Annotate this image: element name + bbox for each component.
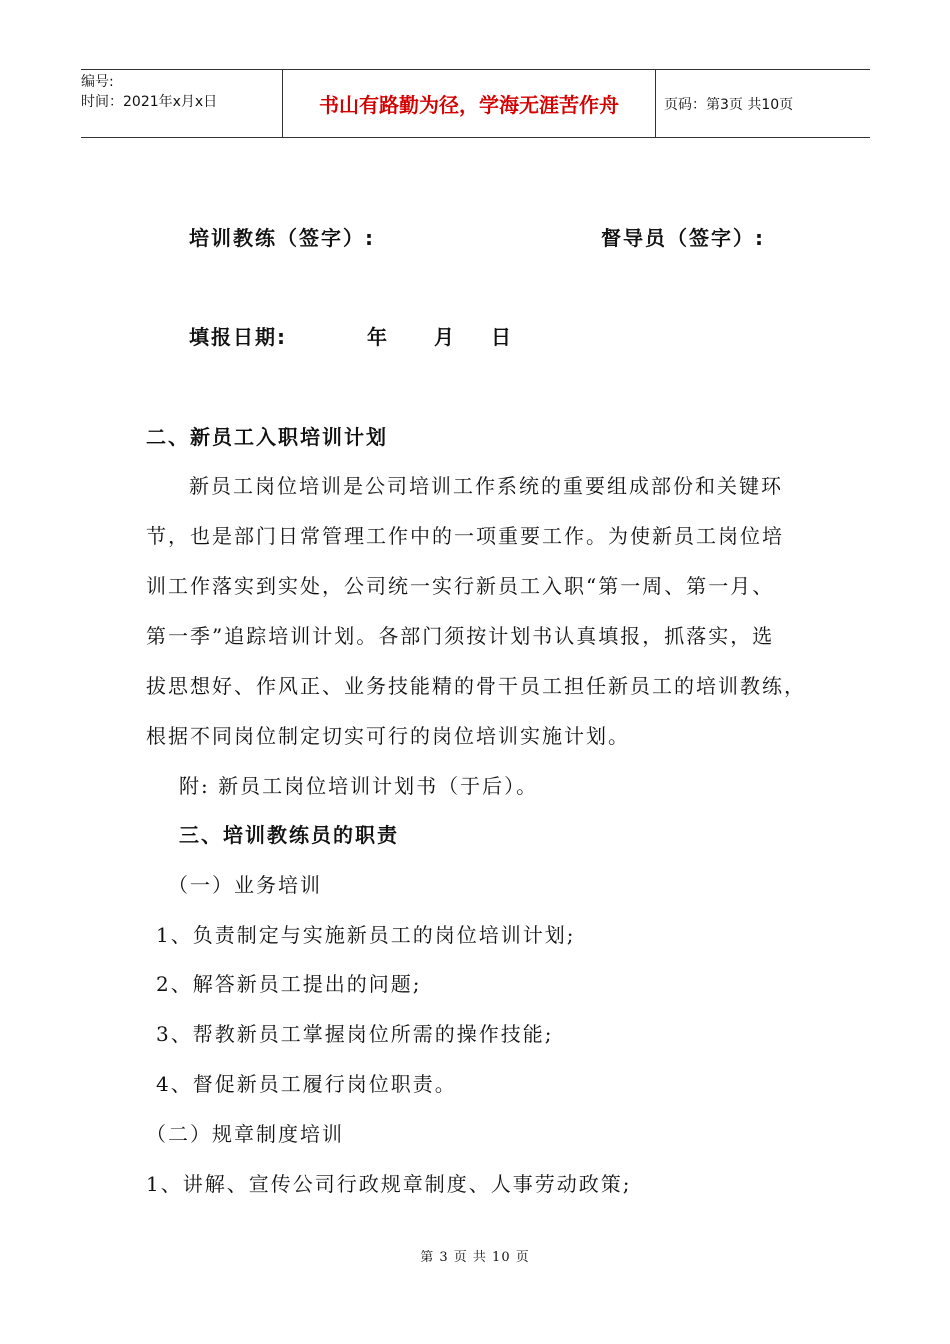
subsection-rules-training: （二）规章制度培训 xyxy=(146,1122,344,1146)
trainer-signature-label: 培训教练（签字）: xyxy=(189,226,375,250)
paragraph-line: 新员工岗位培训是公司培训工作系统的重要组成部份和关键环 xyxy=(189,474,783,498)
page-footer: 第 3 页 共 10 页 xyxy=(420,1250,530,1265)
section-2-heading: 二、新员工入职培训计划 xyxy=(146,425,388,449)
supervisor-signature-label: 督导员（签字）: xyxy=(601,226,765,250)
date-month: 月 xyxy=(434,325,456,349)
header-page-info: 页码：第3页 共10页 xyxy=(664,96,794,113)
list-item: 2、解答新员工提出的问题; xyxy=(156,972,422,996)
appendix-note: 附: 新员工岗位培训计划书（于后）。 xyxy=(179,774,539,798)
paragraph-line: 第一季”追踪培训计划。各部门须按计划书认真填报，抓落实，选 xyxy=(146,624,775,648)
date-day: 日 xyxy=(491,325,513,349)
paragraph-line: 根据不同岗位制定切实可行的岗位培训实施计划。 xyxy=(146,724,630,748)
date-year: 年 xyxy=(367,325,389,349)
list-item: 1、讲解、宣传公司行政规章制度、人事劳动政策; xyxy=(146,1172,632,1196)
list-item: 1、负责制定与实施新员工的岗位培训计划; xyxy=(156,923,576,947)
paragraph-line: 训工作落实到实处，公司统一实行新员工入职“第一周、第一月、 xyxy=(146,574,775,598)
subsection-business-training: （一）业务培训 xyxy=(168,873,322,897)
document-time-label: 时间：2021年x月x日 xyxy=(81,94,218,110)
paragraph-line: 拔思想好、作风正、业务技能精的骨干员工担任新员工的培训教练， xyxy=(146,674,806,698)
list-item: 4、督促新员工履行岗位职责。 xyxy=(156,1072,457,1096)
paragraph-line: 节，也是部门日常管理工作中的一项重要工作。为使新员工岗位培 xyxy=(146,524,784,548)
date-label: 填报日期: xyxy=(189,325,287,349)
header-meta xyxy=(81,70,281,137)
section-3-heading: 三、培训教练员的职责 xyxy=(179,823,399,847)
page-header xyxy=(81,69,870,138)
list-item: 3、帮教新员工掌握岗位所需的操作技能; xyxy=(156,1022,554,1046)
header-motto: 书山有路勤为径，学海无涯苦作舟 xyxy=(282,70,656,137)
document-number-label: 编号: xyxy=(81,74,114,90)
